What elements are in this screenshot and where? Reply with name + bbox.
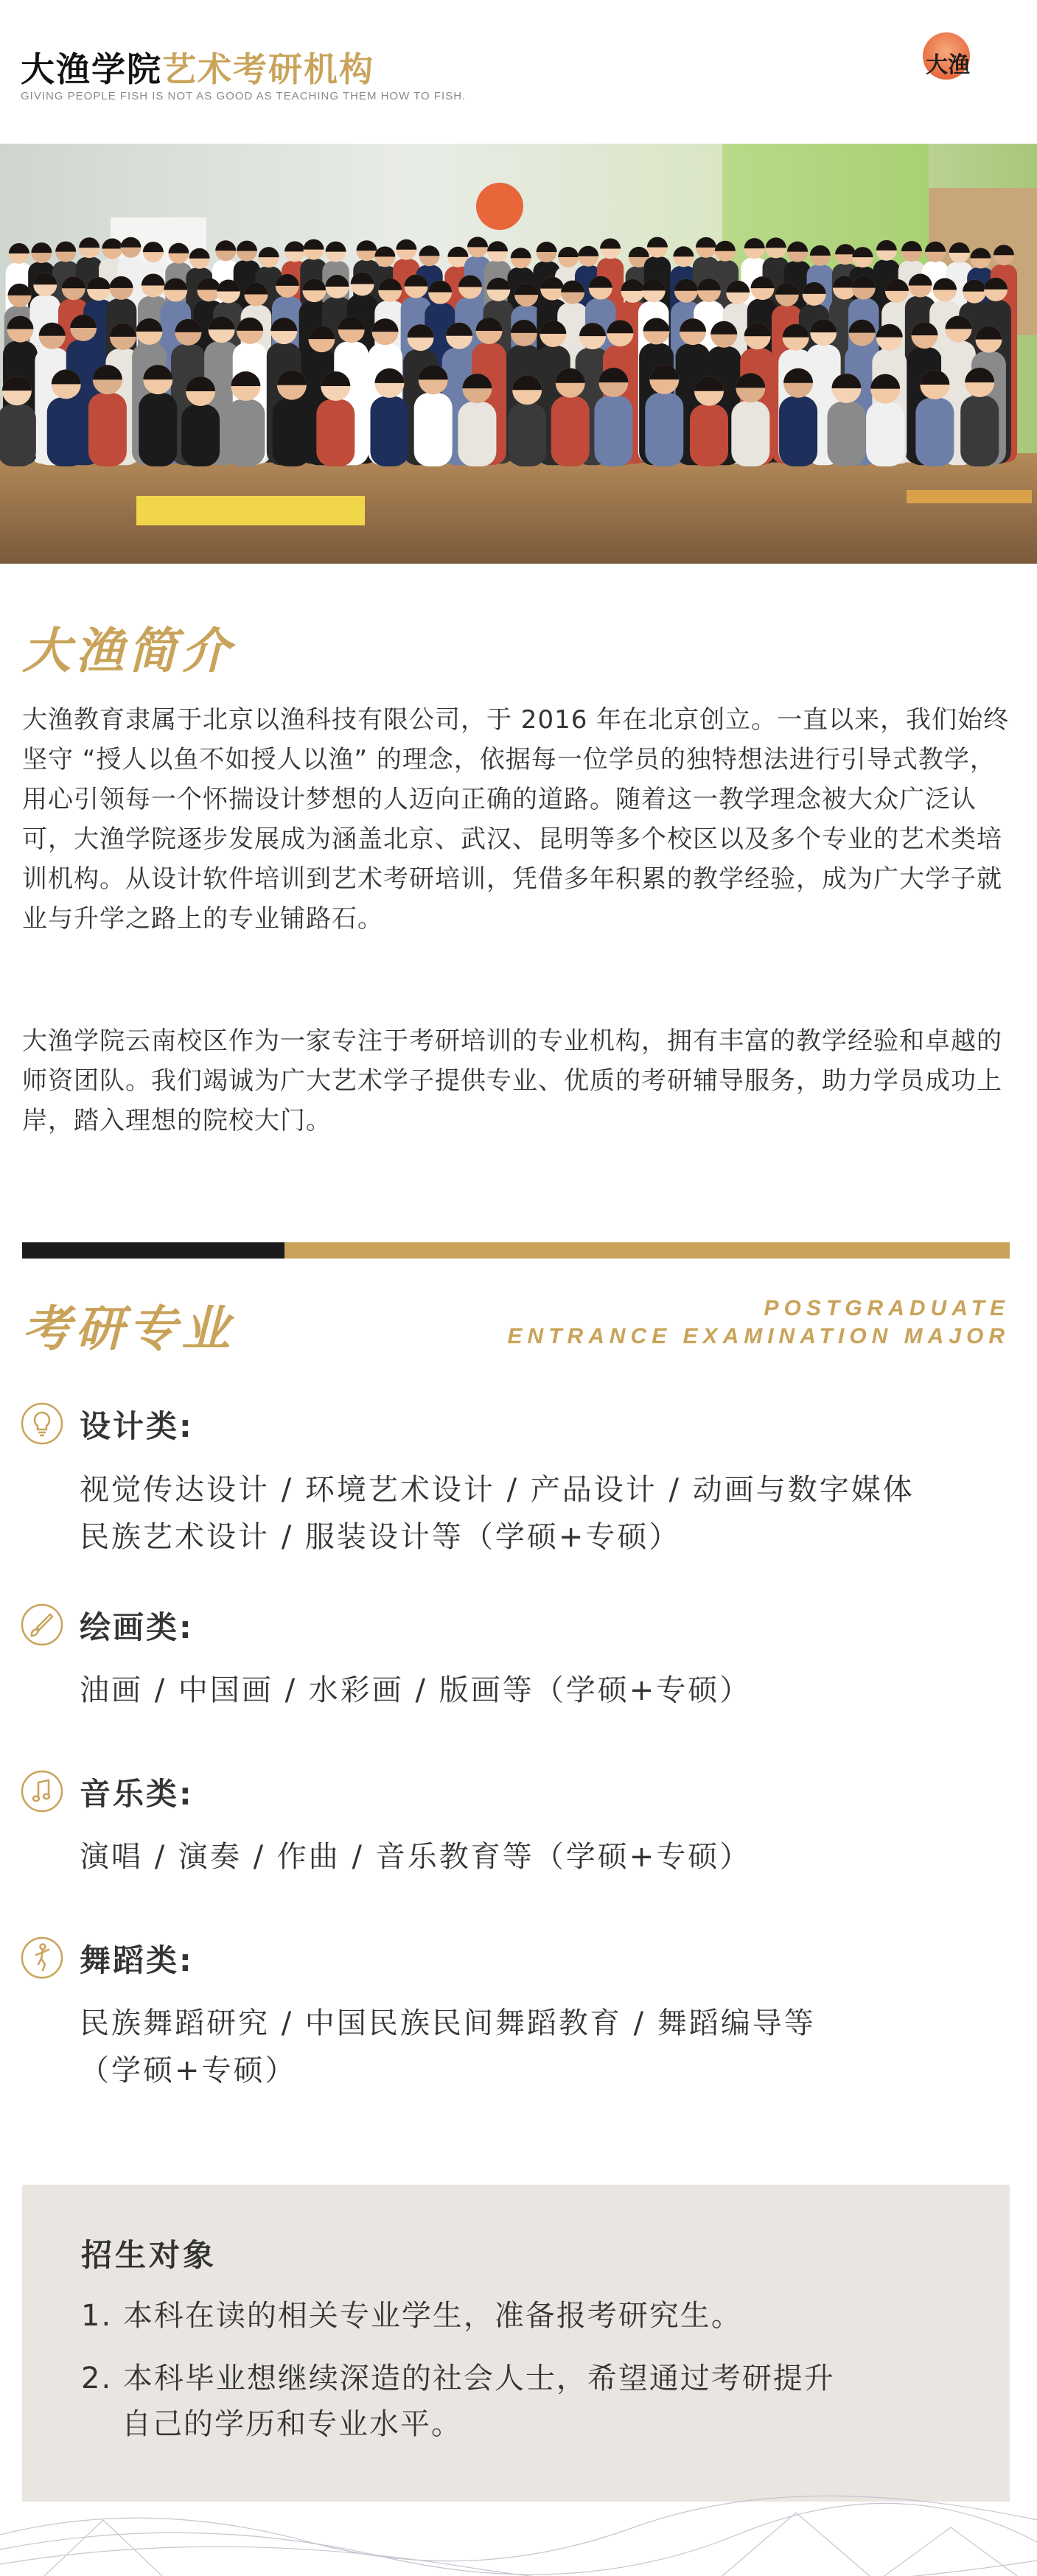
logo-text: 大渔 <box>926 52 970 78</box>
category-title-dance: 舞蹈类: <box>80 1942 194 1978</box>
category-line: 视觉传达设计 / 环境艺术设计 / 产品设计 / 动画与数字媒体 <box>80 1473 915 1507</box>
category-items-painting <box>80 1667 751 1714</box>
recruitment-item-1 <box>81 2293 742 2339</box>
majors-english-line-1: POSTGRADUATE <box>764 1296 1010 1320</box>
recruitment-item-text: 本科毕业想继续深造的社会人士，希望通过考研提升 <box>122 2362 835 2395</box>
group-photo <box>0 144 1037 564</box>
category-line: 民族舞蹈研究 / 中国民族民间舞蹈教育 / 舞蹈编导等 <box>80 2006 816 2040</box>
music-note-icon <box>21 1770 63 1813</box>
category-items-dance <box>80 2000 816 2094</box>
header <box>0 0 1037 144</box>
section-divider-gold <box>284 1242 1010 1259</box>
brand-title <box>21 43 374 91</box>
recruitment-item-number: 2. <box>81 2362 113 2395</box>
majors-english-line-2: ENTRANCE EXAMINATION MAJOR <box>507 1324 1010 1348</box>
logo-seal <box>912 27 983 108</box>
category-title-painting: 绘画类: <box>80 1609 194 1645</box>
category-line: （学硕+专硕） <box>80 2054 297 2087</box>
brand-name: 大渔学院 <box>21 49 162 89</box>
majors-english-title <box>457 1295 1010 1351</box>
lightbulb-icon <box>21 1402 63 1445</box>
recruitment-item-number: 1. <box>81 2299 113 2333</box>
intro-title: 大渔简介 <box>22 623 234 679</box>
brand-subtitle: 艺术考研机构 <box>162 49 374 89</box>
recruitment-item-2 <box>81 2356 835 2447</box>
recruitment-item-text: 自己的学历和专业水平。 <box>122 2407 462 2441</box>
decorative-line-art <box>0 2491 1037 2576</box>
crowd <box>0 237 1017 466</box>
dancer-icon <box>21 1936 63 1979</box>
intro-paragraph-1: 大渔教育隶属于北京以渔科技有限公司，于 2016 年在北京创立。一直以来，我们始终坚守 “授人以鱼不如授人以渔” 的理念，依据每一位学员的独特想法进行引导式教学，用心引领每一个怀揣设计梦想的人迈向正确的道路。随着这一教学理念被大众广泛认可，大渔学院逐步发展成为涵盖北京、武汉、昆明等多个校区以及多个专业的艺术类培训机构。从设计软件培训到艺术考研培训，凭借多年积累的教学经验，成为广大学子就业与升学之路上的专业铺路石。 <box>22 705 1010 934</box>
recruitment-item-text: 本科在读的相关专业学生，准备报考研究生。 <box>122 2299 742 2333</box>
category-title-design: 设计类: <box>80 1408 194 1444</box>
majors-title: 考研专业 <box>22 1301 234 1357</box>
category-items-design <box>80 1466 915 1561</box>
category-title-music: 音乐类: <box>80 1776 194 1812</box>
category-line: 民族艺术设计 / 服装设计等（学硕+专硕） <box>80 1520 681 1554</box>
brush-icon <box>21 1603 63 1646</box>
recruitment-title: 招生对象 <box>81 2237 217 2273</box>
brand-tagline: GIVING PEOPLE FISH IS NOT AS GOOD AS TEACHING THEM HOW TO FISH. <box>21 90 467 102</box>
category-items-music <box>80 1833 751 1880</box>
category-line: 演唱 / 演奏 / 作曲 / 音乐教育等（学硕+专硕） <box>80 1840 752 1874</box>
section-divider-dark <box>22 1242 284 1259</box>
intro-paragraph-2: 大渔学院云南校区作为一家专注于考研培训的专业机构，拥有丰富的教学经验和卓越的师资团队。我们竭诚为广大艺术学子提供专业、优质的考研辅导服务，助力学员成功上岸，踏入理想的院校大门。 <box>22 1026 1002 1135</box>
category-line: 油画 / 中国画 / 水彩画 / 版画等（学硕+专硕） <box>80 1673 752 1707</box>
